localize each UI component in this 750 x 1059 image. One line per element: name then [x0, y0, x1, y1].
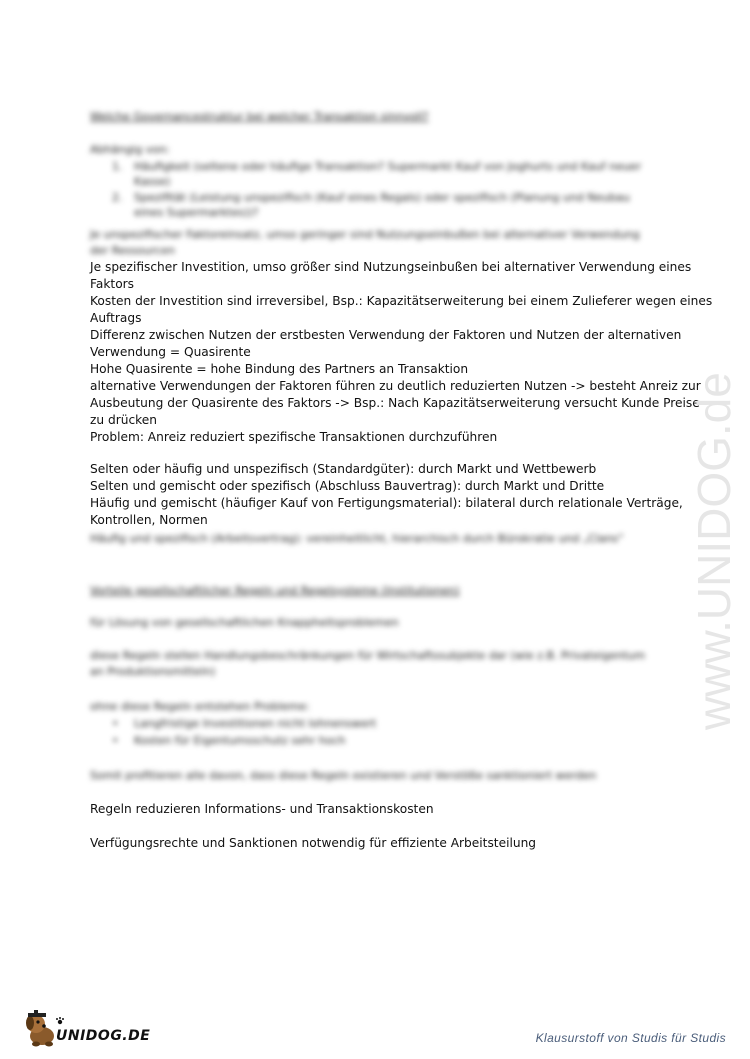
text-line: Ausbeutung der Quasirente des Faktors -> Bsp.: Nach Kapazitätserweiterung versucht Kunde Preise [90, 396, 700, 410]
section-heading-institutions: Vorteile gesellschaftlicher Regeln und Regelsysteme (Institutionen) [90, 584, 460, 597]
numbered-list [112, 160, 642, 219]
text-line: Verfügungsrechte und Sanktionen notwendig für effiziente Arbeitsteilung [90, 836, 537, 850]
list-item-text: Spezifität (Leistung unspezifisch (Kauf eines Regals) oder spezifisch (Planung und Neubau [134, 191, 630, 204]
text-line: zu drücken [90, 413, 158, 427]
text-line: Selten oder häufig und unspezifisch (Standardgüter): durch Markt und Wettbewerb [90, 462, 597, 476]
paragraph-restrictions-continuation: an Produktionsmitteln) [90, 665, 216, 678]
list-item [112, 734, 642, 747]
list-item [112, 191, 642, 204]
watermark-text: www.UNIDOG.de [688, 372, 740, 730]
text-line: Faktors [90, 277, 135, 291]
clear-line-rules [90, 801, 680, 818]
paragraph-scarcity: für Lösung von gesellschaftlichen Knappheitsproblemen [90, 616, 399, 629]
list-item-number: 1. [112, 160, 123, 173]
list-item-text: Kosten für Eigentumsschutz sehr hoch [134, 734, 346, 747]
text-line: Je spezifischer Investition, umso größer sind Nutzungseinbußen bei alternativer Verwendung eines [90, 260, 692, 274]
intro-text: Abhängig von: [90, 143, 170, 156]
paragraph-unspecific: Je unspezifischer Faktoreinsatz, umso geringer sind Nutzungseinbußen bei alternativer Verwendung [90, 228, 640, 241]
section-heading-governance: Welche Governancestruktur bei welcher Transaktion sinnvoll? [90, 110, 429, 123]
text-line: Differenz zwischen Nutzen der erstbesten Verwendung der Faktoren und Nutzen der alternativen [90, 328, 682, 342]
footer-tagline: Klausurstoff von Studis für Studis [535, 1031, 726, 1045]
bullet-icon: • [112, 717, 119, 730]
text-line: Problem: Anreiz reduziert spezifische Transaktionen durchzuführen [90, 430, 498, 444]
paragraph-problems: ohne diese Regeln entstehen Probleme: [90, 700, 310, 713]
list-item-continuation: Kasse) [134, 175, 171, 188]
list-item [112, 160, 642, 173]
list-item [112, 717, 642, 730]
clear-line-property-rights [90, 835, 680, 852]
text-line: Selten und gemischt oder spezifisch (Abschluss Bauvertrag): durch Markt und Dritte [90, 479, 605, 493]
text-line: alternative Verwendungen der Faktoren führen zu deutlich reduzierten Nutzen -> besteht Anreiz zur [90, 379, 701, 393]
logo-text: UNIDOG.DE [56, 1028, 151, 1044]
list-item-continuation: eines Supermarktes))? [134, 206, 259, 219]
text-line: Auftrags [90, 311, 142, 325]
paragraph-unspecific-continuation: der Ressourcen [90, 244, 175, 257]
paragraph-benefit: Somit profitieren alle davon, dass diese Regeln existieren und Verstöße sanktioniert werden [90, 769, 597, 782]
text-line: Kontrollen, Normen [90, 513, 208, 527]
text-line: Hohe Quasirente = hohe Bindung des Partners an Transaktion [90, 362, 469, 376]
text-line: Verwendung = Quasirente [90, 345, 251, 359]
paragraph-frequent-specific: Häufig und spezifisch (Arbeitsvertrag): vereinheitlicht, hierarchisch durch Bürokratie und „Clans“ [90, 532, 624, 545]
clear-text-block-governance-types [90, 461, 683, 529]
text-line: Häufig und gemischt (häufiger Kauf von Fertigungsmaterial): bilateral durch relationale Verträge, [90, 496, 683, 510]
list-item-number: 2. [112, 191, 123, 204]
text-line: Kosten der Investition sind irreversibel, Bsp.: Kapazitätserweiterung bei einem Zulieferer wegen eines [90, 294, 713, 308]
list-item-text: Häufigkeit (seltene oder häufige Transaktion? Supermarkt Kauf von Joghurts und Kauf neuer [134, 160, 642, 173]
list-item-text: Langfristige Investitionen nicht lohnenswert [134, 717, 377, 730]
paragraph-restrictions: diese Regeln stellen Handlungsbeschränkungen für Wirtschaftssubjekte dar (wie z.B. Privateigentum [90, 649, 646, 662]
clear-text-block-specific-investment [90, 259, 713, 446]
bullet-icon: • [112, 734, 119, 747]
text-line: Regeln reduzieren Informations- und Transaktionskosten [90, 802, 434, 816]
bullet-list [112, 717, 642, 747]
